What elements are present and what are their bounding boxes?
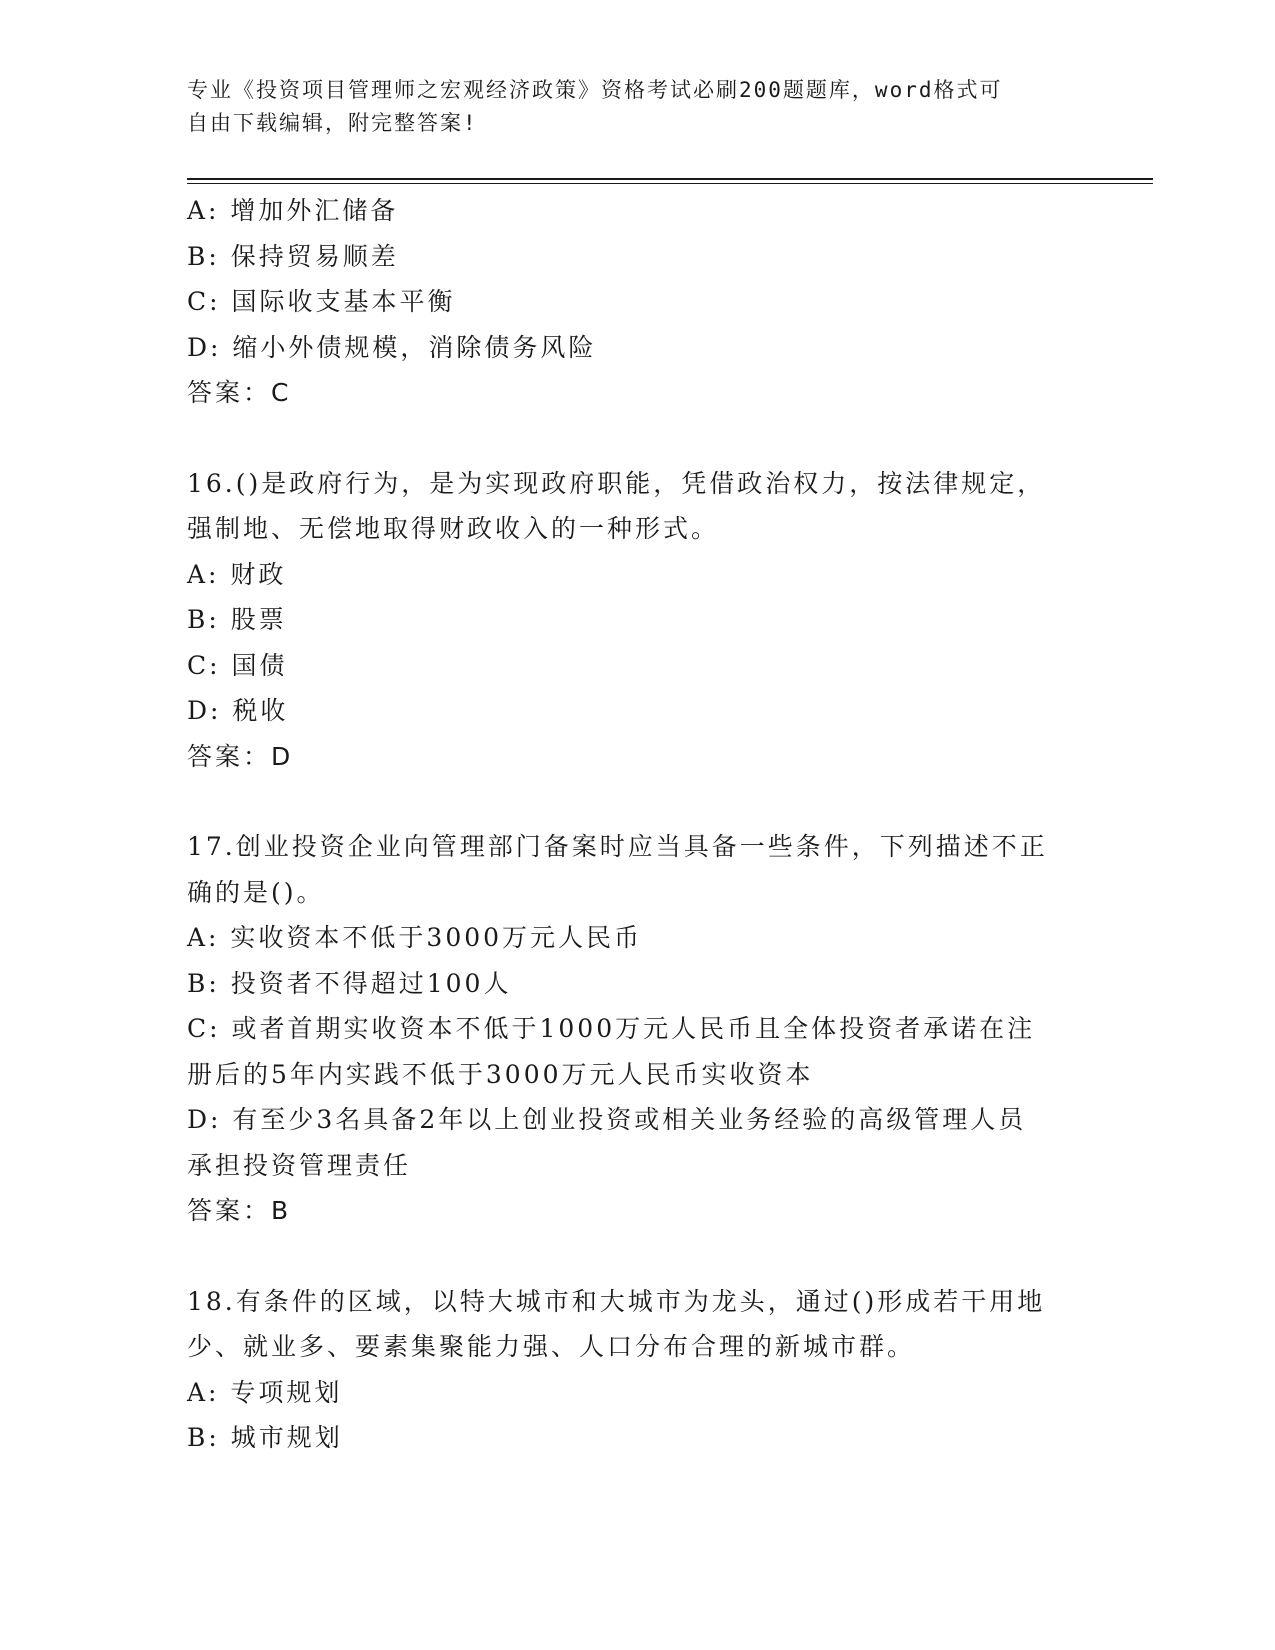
- option-c: C: 国债: [187, 650, 288, 680]
- option-d: D: 缩小外债规模，消除债务风险: [187, 332, 597, 362]
- option-c-line-1: C: 或者首期实收资本不低于1000万元人民币且全体投资者承诺在注: [187, 1014, 1036, 1043]
- answer: 答案：D: [187, 741, 294, 771]
- option-b: B: 投资者不得超过100人: [187, 968, 512, 998]
- document-header: [187, 74, 1077, 140]
- option-a: A: 实收资本不低于3000万元人民币: [187, 923, 643, 952]
- option-a: A: 增加外汇储备: [187, 196, 399, 225]
- header-divider-thick: [187, 178, 1153, 180]
- question-list: [187, 188, 1077, 1461]
- question-stem-line-1: 17.创业投资企业向管理部门备案时应当具备一些条件，下列描述不正: [187, 832, 1048, 861]
- option-d-line-2: 承担投资管理责任: [187, 1150, 412, 1180]
- option-b: B: 股票: [187, 605, 287, 634]
- question-stem-line-1: 16.()是政府行为，是为实现政府职能，凭借政治权力，按法律规定，: [187, 468, 1046, 498]
- question-18: [187, 1279, 1077, 1461]
- question-15: [187, 188, 1077, 416]
- header-line-1: 专业《投资项目管理师之宏观经济政策》资格考试必刷200题题库，word格式可: [187, 78, 1003, 102]
- option-a: A: 专项规划: [187, 1377, 343, 1407]
- answer: 答案：B: [187, 1196, 292, 1225]
- option-c: C: 国际收支基本平衡: [187, 287, 456, 316]
- question-17: [187, 824, 1077, 1234]
- option-d-line-1: D: 有至少3名具备2年以上创业投资或相关业务经验的高级管理人员: [187, 1105, 1027, 1134]
- option-d: D: 税收: [187, 696, 289, 725]
- answer: 答案：C: [187, 378, 292, 407]
- option-b: B: 城市规划: [187, 1423, 343, 1452]
- option-b: B: 保持贸易顺差: [187, 241, 399, 271]
- question-stem-line-2: 确的是()。: [187, 877, 325, 907]
- question-stem-line-2: 强制地、无偿地取得财政收入的一种形式。: [187, 514, 720, 543]
- header-divider-thin: [187, 183, 1153, 184]
- question-16: [187, 461, 1077, 780]
- question-stem-line-2: 少、就业多、要素集聚能力强、人口分布合理的新城市群。: [187, 1332, 916, 1361]
- header-line-2: 自由下载编辑，附完整答案!: [187, 111, 478, 135]
- option-a: A: 财政: [187, 559, 287, 589]
- question-stem-line-1: 18.有条件的区域，以特大城市和大城市为龙头，通过()形成若干用地: [187, 1286, 1046, 1316]
- option-c-line-2: 册后的5年内实践不低于3000万元人民币实收资本: [187, 1059, 814, 1089]
